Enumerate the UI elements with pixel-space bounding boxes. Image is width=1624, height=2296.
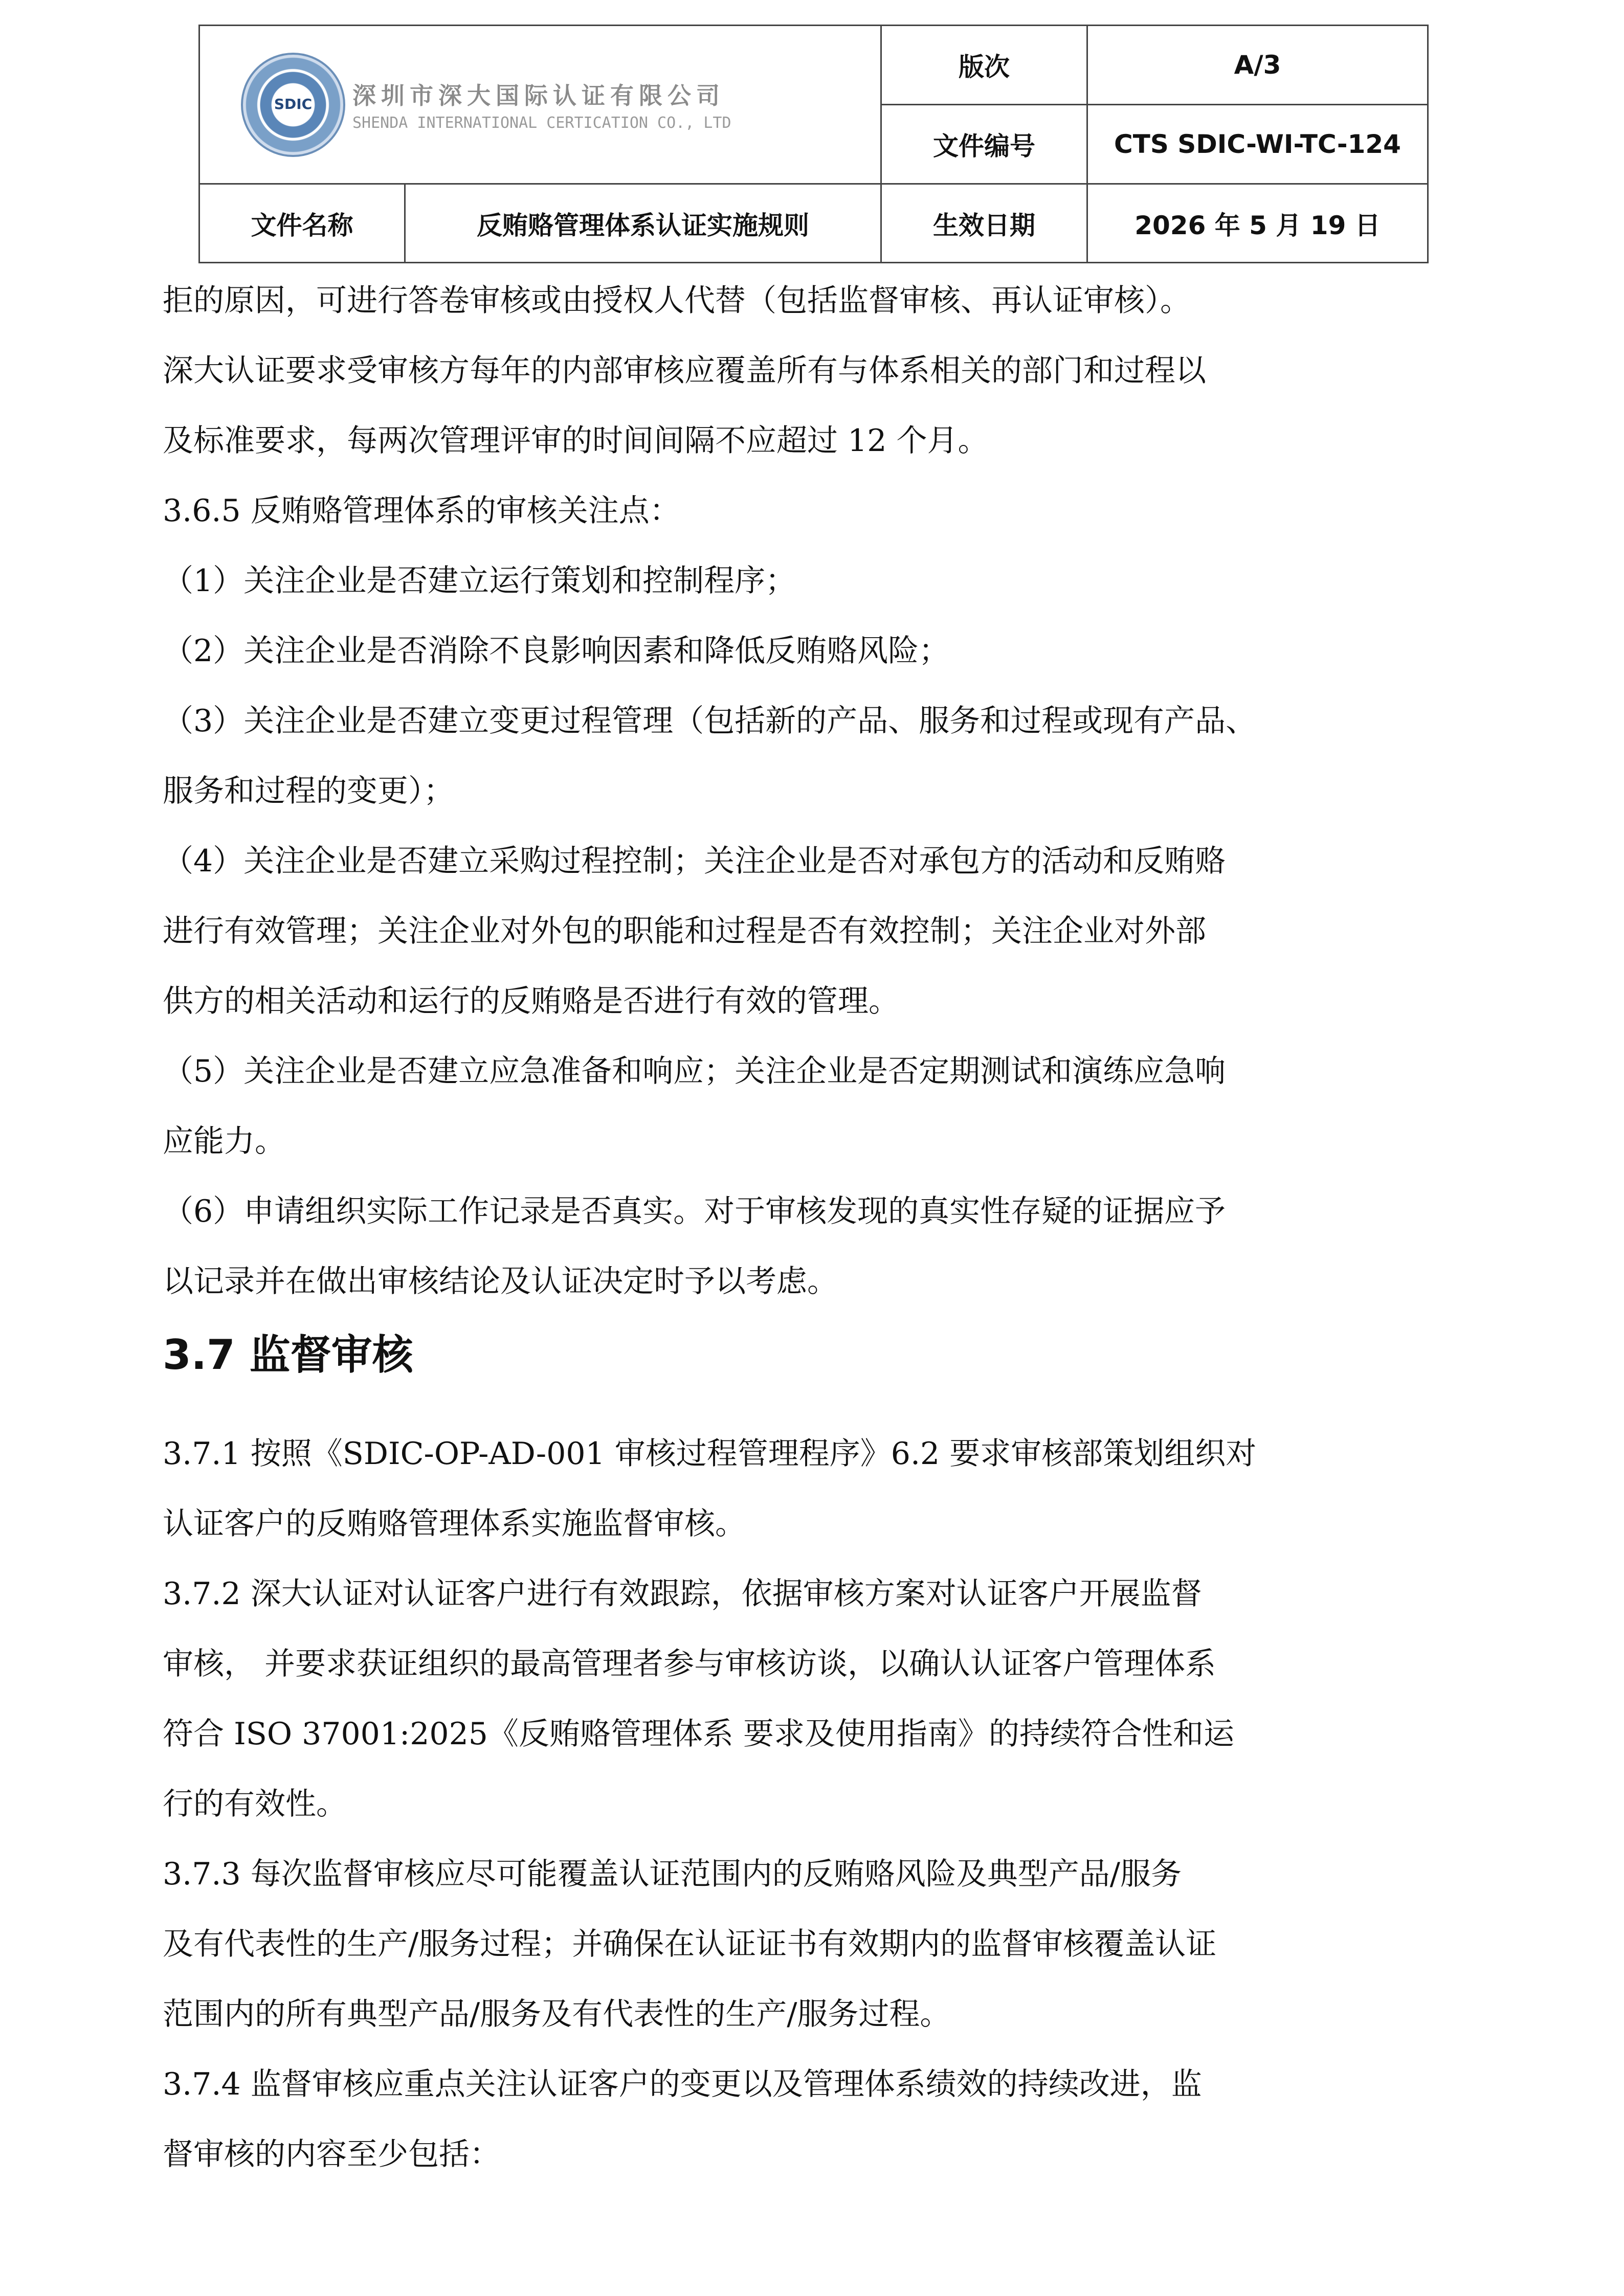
doc-number-value: CTS SDIC-WI-TC-124 [1087, 105, 1428, 184]
body-line: 拒的原因，可进行答卷审核或由授权人代替（包括监督审核、再认证审核）。 [163, 283, 1191, 319]
list-item: （2）关注企业是否消除不良影响因素和降低反贿赂风险； [163, 633, 950, 669]
doc-name-value: 反贿赂管理体系认证实施规则 [405, 184, 881, 263]
body-line: 3.7.4 监督审核应重点关注认证客户的变更以及管理体系绩效的持续改进，监 [163, 2066, 1202, 2102]
body-line: 3.7.3 每次监督审核应尽可能覆盖认证范围内的反贿赂风险及典型产品/服务 [163, 1856, 1182, 1892]
company-name-cn: 深圳市深大国际认证有限公司 [352, 82, 725, 109]
doc-name-label: 文件名称 [199, 184, 405, 263]
edition-label: 版次 [881, 26, 1087, 105]
body-line: 3.7.2 深大认证对认证客户进行有效跟踪，依据审核方案对认证客户开展监督 [163, 1576, 1202, 1612]
effective-date-value: 2026 年 5 月 19 日 [1087, 184, 1428, 263]
document-body [163, 266, 1472, 2190]
body-line: 进行有效管理；关注企业对外包的职能和过程是否有效控制；关注企业对外部 [163, 913, 1206, 949]
body-line: 审核， 并要求获证组织的最高管理者参与审核访谈，以确认认证客户管理体系 [163, 1646, 1216, 1682]
body-line: 服务和过程的变更）； [163, 773, 454, 809]
body-line: 及标准要求，每两次管理评审的时间间隔不应超过 12 个月。 [163, 423, 989, 459]
body-line: 供方的相关活动和运行的反贿赂是否进行有效的管理。 [163, 983, 899, 1019]
body-line: 督审核的内容至少包括： [163, 2136, 500, 2172]
list-item: （1）关注企业是否建立运行策划和控制程序； [163, 563, 796, 599]
body-line: 深大认证要求受审核方每年的内部审核应覆盖所有与体系相关的部门和过程以 [163, 353, 1206, 389]
list-item: （4）关注企业是否建立采购过程控制；关注企业是否对承包方的活动和反贿赂 [163, 843, 1226, 879]
doc-number-label: 文件编号 [881, 105, 1087, 184]
body-line: 3.7.1 按照《SDIC-OP-AD-001 审核过程管理程序》6.2 要求审核部策划组织对 [163, 1436, 1257, 1472]
clause-heading-3-6-5: 3.6.5 反贿赂管理体系的审核关注点： [163, 493, 680, 529]
document-header-table [198, 25, 1429, 263]
logo-text: SDIC [274, 95, 313, 112]
company-logo-cell [199, 26, 881, 184]
edition-value: A/3 [1087, 26, 1428, 105]
effective-date-label: 生效日期 [881, 184, 1087, 263]
body-line: 以记录并在做出审核结论及认证决定时予以考虑。 [163, 1264, 838, 1299]
company-name-en: SHENDA INTERNATIONAL CERTICATION CO., LTD [352, 114, 731, 132]
section-heading: 3.7 监督审核 [163, 1331, 413, 1379]
list-item: （6）申请组织实际工作记录是否真实。对于审核发现的真实性存疑的证据应予 [163, 1194, 1226, 1229]
list-item: （3）关注企业是否建立变更过程管理（包括新的产品、服务和过程或现有产品、 [163, 703, 1257, 739]
body-line: 符合 ISO 37001:2025《反贿赂管理体系 要求及使用指南》的持续符合性和运 [163, 1716, 1234, 1752]
body-line: 及有代表性的生产/服务过程；并确保在认证证书有效期内的监督审核覆盖认证 [163, 1926, 1217, 1962]
body-line: 认证客户的反贿赂管理体系实施监督审核。 [163, 1506, 746, 1542]
list-item: （5）关注企业是否建立应急准备和响应；关注企业是否定期测试和演练应急响 [163, 1053, 1226, 1089]
company-seal-icon [241, 53, 345, 157]
body-line: 行的有效性。 [163, 1786, 347, 1822]
body-line: 范围内的所有典型产品/服务及有代表性的生产/服务过程。 [163, 1996, 951, 2032]
body-line: 应能力。 [163, 1123, 285, 1159]
